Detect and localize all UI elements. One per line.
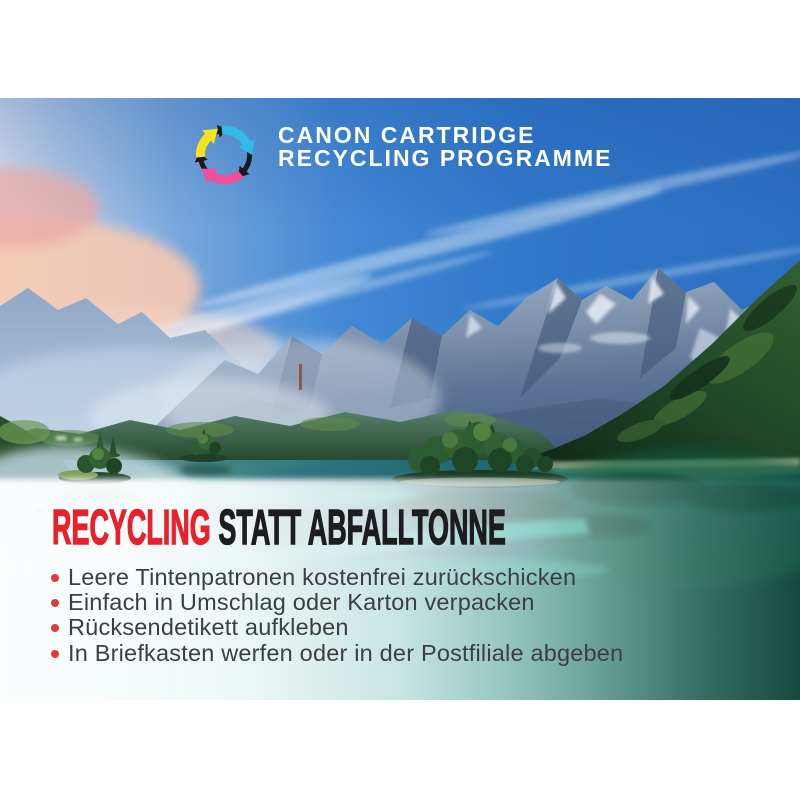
programme-title-line1: CANON CARTRIDGE [278,122,536,148]
headline-rest: STATT ABFALLTONNE [218,501,506,555]
bullet-dot [51,599,59,607]
lake-photo [0,98,800,700]
list-item-text: In Briefkasten werfen oder in der Postfiliale abgeben [68,639,624,666]
cmyk-recycle-logo-icon [181,114,269,196]
list-item-text: Einfach in Umschlag oder Karton verpacken [68,589,535,616]
bullet-dot [51,574,59,582]
bullet-dot [51,624,59,632]
programme-title-line2: RECYCLING PROGRAMME [278,145,613,171]
headline [52,501,800,555]
list-item [51,565,623,590]
list-item [51,615,623,640]
headline-emphasis: RECYCLING [52,501,211,555]
list-item-text: Rücksendetikett aufkleben [68,614,349,641]
list-item-text: Leere Tintenpatronen kostenfrei zurückschicken [68,564,577,590]
programme-title [278,124,612,170]
bullet-dot [51,650,59,658]
list-item [51,590,623,615]
list-item [51,641,623,666]
instruction-list [51,565,623,666]
programme-header [181,114,612,196]
